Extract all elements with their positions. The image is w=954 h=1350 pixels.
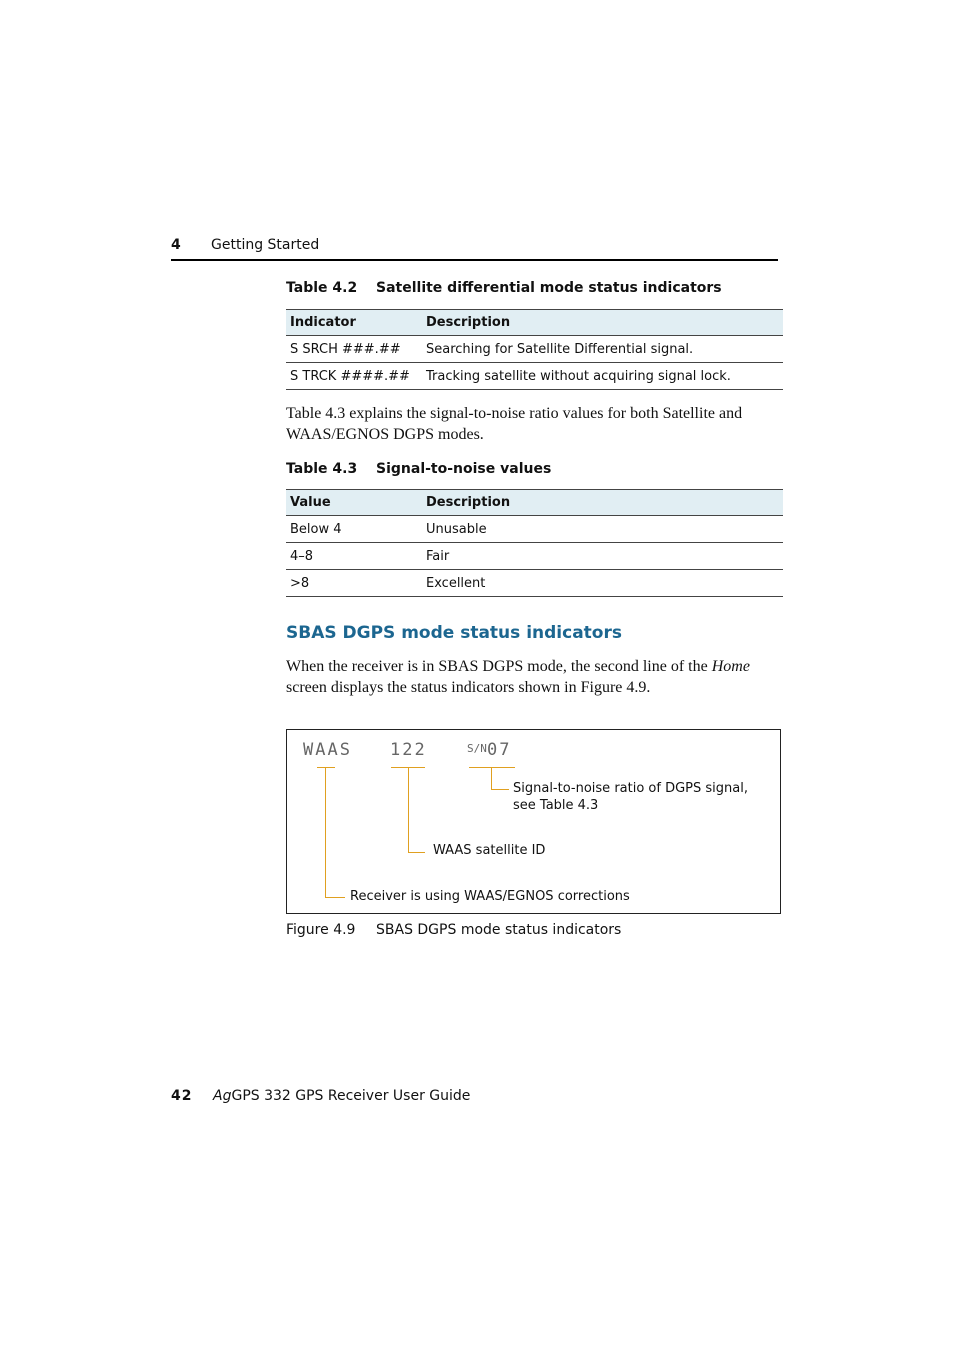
cell-description: Tracking satellite without acquiring signal lock.: [422, 363, 783, 390]
display-satellite-id: 122: [390, 740, 427, 760]
cell-description: Unusable: [422, 516, 783, 543]
section-paragraph: [286, 656, 786, 698]
snr-symbol: S/N: [467, 742, 487, 755]
figure-caption-label: Figure 4.9: [286, 922, 356, 938]
table-4-2-label: Table 4.2: [286, 280, 358, 296]
figure-caption-title: SBAS DGPS mode status indicators: [376, 922, 622, 938]
display-mode: WAAS: [303, 740, 352, 760]
column-header-description: Description: [422, 490, 783, 516]
leader-line: [491, 789, 509, 790]
display-snr-value: 07: [487, 740, 512, 760]
section-heading: SBAS DGPS mode status indicators: [286, 623, 622, 643]
table-4-3-label: Table 4.3: [286, 461, 358, 477]
cell-value: Below 4: [286, 516, 422, 543]
leader-line: [469, 767, 515, 768]
table-4-3: [286, 489, 783, 597]
callout-snr: [513, 780, 748, 814]
paragraph-text: screen displays the status indicators shown in Figure 4.9.: [286, 679, 651, 696]
column-header-description: Description: [422, 310, 783, 336]
guide-title-prefix: Ag: [213, 1088, 232, 1104]
table-row: [286, 516, 783, 543]
cell-indicator: S TRCK ####.##: [286, 363, 422, 390]
cell-value: 4–8: [286, 543, 422, 570]
table-row: [286, 336, 783, 363]
table-4-3-title: Signal-to-noise values: [376, 461, 552, 477]
figure-4-9: [286, 729, 781, 914]
body-paragraph: Table 4.3 explains the signal-to-noise ratio values for both Satellite and WAAS/EGNOS DGPS modes.: [286, 405, 743, 443]
table-row: [286, 363, 783, 390]
table-header-row: [286, 310, 783, 336]
chapter-title: Getting Started: [211, 237, 320, 253]
table-4-2-title: Satellite differential mode status indicators: [376, 280, 722, 296]
guide-title: [213, 1088, 470, 1104]
leader-line: [491, 767, 492, 789]
cell-description: Searching for Satellite Differential signal.: [422, 336, 783, 363]
table-row: [286, 543, 783, 570]
guide-title-rest: GPS 332 GPS Receiver User Guide: [231, 1088, 471, 1104]
chapter-number: 4: [171, 237, 181, 253]
leader-line: [408, 852, 425, 853]
leader-line: [317, 767, 335, 768]
page-number: 42: [171, 1088, 193, 1104]
column-header-value: Value: [286, 490, 422, 516]
callout-satellite-id: WAAS satellite ID: [433, 843, 546, 858]
callout-corrections: Receiver is using WAAS/EGNOS corrections: [350, 889, 630, 904]
callout-snr-line2: see Table 4.3: [513, 798, 599, 813]
leader-line: [325, 767, 326, 897]
paragraph-emphasis: Home: [711, 658, 750, 675]
callout-snr-line1: Signal-to-noise ratio of DGPS signal,: [513, 781, 748, 796]
column-header-indicator: Indicator: [286, 310, 422, 336]
leader-line: [408, 767, 409, 852]
cell-description: Excellent: [422, 570, 783, 597]
cell-indicator: S SRCH ###.##: [286, 336, 422, 363]
cell-value: >8: [286, 570, 422, 597]
table-header-row: [286, 490, 783, 516]
table-row: [286, 570, 783, 597]
cell-description: Fair: [422, 543, 783, 570]
leader-line: [325, 897, 345, 898]
paragraph-text: When the receiver is in SBAS DGPS mode, the second line of the: [286, 658, 712, 675]
table-4-2: [286, 309, 783, 390]
header-rule: [171, 259, 778, 261]
